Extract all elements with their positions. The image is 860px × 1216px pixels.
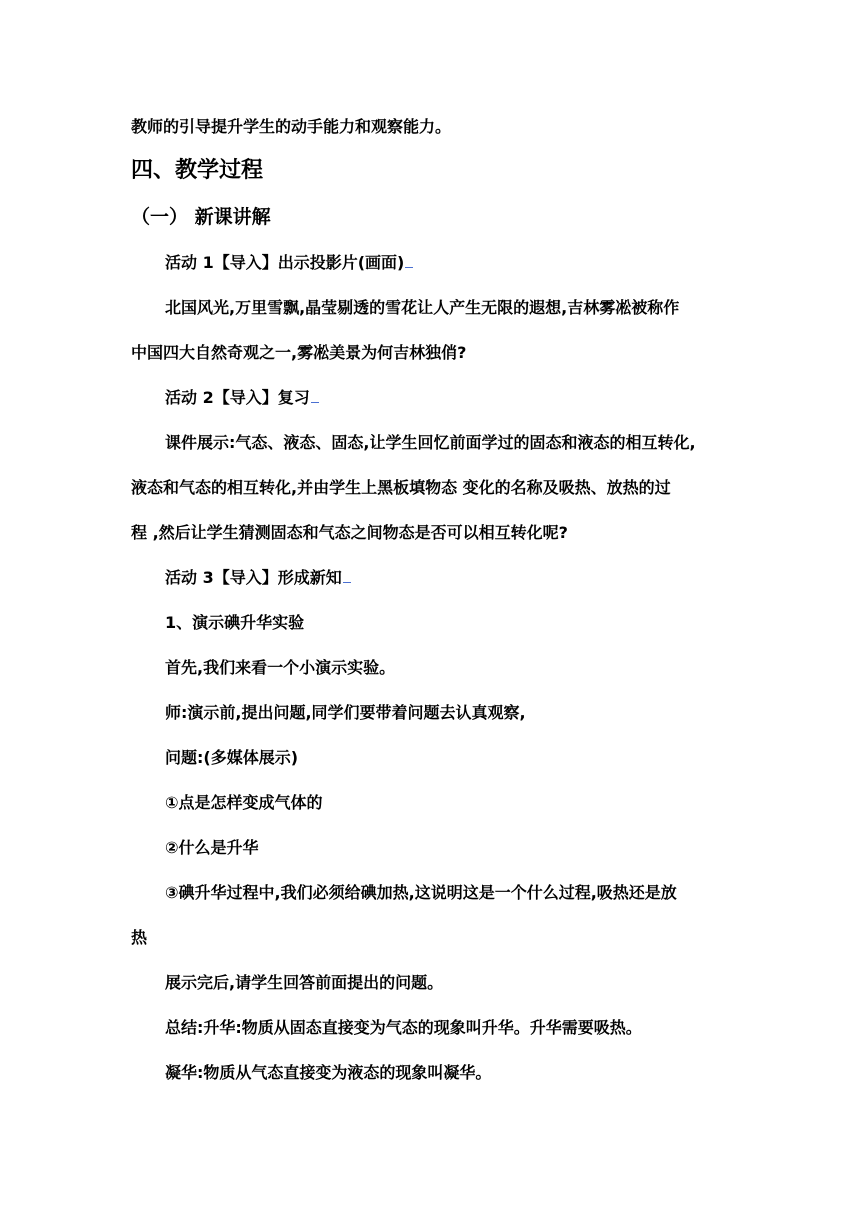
deposition-definition: 凝华:物质从气态直接变为液态的现象叫凝华。	[165, 1063, 492, 1082]
text-cursor-mark	[405, 267, 413, 268]
summary-text: 总结:升华:物质从固态直接变为气态的现象叫升华。升华需要吸热。	[165, 1018, 642, 1037]
questions-label: 问题:(多媒体展示)	[165, 748, 299, 767]
text-cursor-mark	[343, 582, 351, 583]
activity2-paragraph-line: 课件展示:气态、液态、固态,让学生回忆前面学过的固态和液态的相互转化,	[165, 433, 696, 452]
section-heading: 四、教学过程	[131, 158, 264, 183]
question-item-continuation: 热	[131, 928, 148, 947]
activity1-paragraph-line: 北国风光,万里雪飘,晶莹剔透的雪花让人产生无限的遐想,吉林雾凇被称作	[165, 298, 680, 317]
activity2-paragraph-line: 程 ,然后让学生猜测固态和气态之间物态是否可以相互转化呢?	[131, 523, 568, 542]
experiment-item: 1、演示碘升华实验	[165, 613, 305, 632]
intro-continuation-text: 教师的引导提升学生的动手能力和观察能力。	[131, 117, 452, 136]
question-item: ③碘升华过程中,我们必须给碘加热,这说明这是一个什么过程,吸热还是放	[165, 883, 677, 902]
question-item: ①点是怎样变成气体的	[165, 793, 323, 812]
activity2-title: 活动 2【导入】复习	[165, 387, 319, 409]
subsection-heading: （一） 新课讲解	[131, 206, 271, 228]
experiment-intro: 首先,我们来看一个小演示实验。	[165, 658, 396, 677]
activity2-paragraph-line: 液态和气态的相互转化,并由学生上黑板填物态 变化的名称及吸热、放热的过	[131, 478, 671, 497]
teacher-prompt: 师:演示前,提出问题,同学们要带着问题去认真观察,	[165, 703, 526, 722]
question-item: ②什么是升华	[165, 838, 259, 857]
activity1-paragraph-line: 中国四大自然奇观之一,雾凇美景为何吉林独俏?	[131, 343, 467, 362]
activity1-title: 活动 1【导入】出示投影片(画面)	[165, 252, 413, 274]
activity3-title: 活动 3【导入】形成新知	[165, 567, 351, 589]
after-demo-text: 展示完后,请学生回答前面提出的问题。	[165, 973, 444, 992]
text-cursor-mark	[311, 402, 319, 403]
